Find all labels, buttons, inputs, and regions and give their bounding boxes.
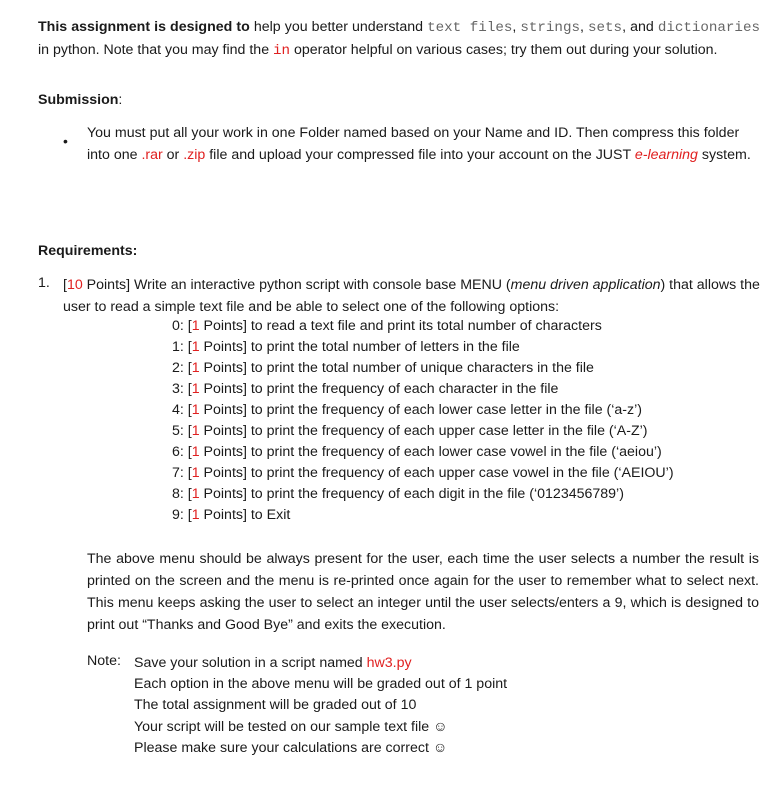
menu-option: 9: [1 Points] to Exit [172, 507, 291, 523]
term-strings: strings [520, 20, 580, 36]
elearning-link-text: e-learning [634, 146, 698, 163]
submission-instructions: You must put all your work in one Folder named based on your Name and ID. Then compress this folder into one .rar or .zip file and upload your compressed file into your account on the JUST e-learning system. [87, 125, 751, 163]
menu-option: 7: [1 Points] to print the frequency of each upper case vowel in the file (‘AEIOU’) [172, 465, 674, 481]
in-keyword: in [273, 42, 291, 59]
term-sets: sets [588, 20, 623, 36]
intro-bold: This assignment is designed to [38, 19, 250, 35]
menu-option: 3: [1 Points] to print the frequency of each character in the file [172, 381, 559, 397]
menu-option: 2: [1 Points] to print the total number of unique characters in the file [172, 360, 594, 376]
note-line: Save your solution in a script named hw3.py [134, 655, 412, 671]
menu-option: 0: [1 Points] to read a text file and print its total number of characters [172, 318, 602, 334]
item-number: 1. [38, 275, 50, 291]
menu-option: 5: [1 Points] to print the frequency of each upper case letter in the file (‘A-Z’) [172, 423, 648, 439]
menu-behavior-paragraph: The above menu should be always present for the user, each time the user selects a number the result is printed on the screen and the menu is re-printed once again for the user to remember what to select next. This menu keeps asking the user to select an integer until the user selects/enters a 9, which is designed to print out “Thanks and Good Bye” and exits the execution. [87, 551, 759, 633]
script-filename: hw3.py [366, 655, 412, 671]
requirement-item-1: [10 Points] Write an interactive python script with console base MENU (menu driven application) that allows the user to read a simple text file and be able to select one of the following options: [63, 277, 760, 315]
note-line: Your script will be tested on our sample text file ☺ [134, 718, 448, 735]
note-line: Please make sure your calculations are correct ☺ [134, 739, 448, 756]
bullet-icon: • [63, 133, 68, 149]
menu-driven-italic: menu driven application [510, 277, 661, 293]
menu-options-list [172, 316, 674, 526]
note-line: Each option in the above menu will be graded out of 1 point [134, 676, 508, 693]
zip-extension: .zip [183, 146, 206, 163]
points-value: 10 [66, 277, 83, 293]
term-dictionaries: dictionaries [657, 20, 760, 36]
note-label: Note: [87, 653, 121, 669]
menu-option: 8: [1 Points] to print the frequency of each digit in the file (‘0123456789’) [172, 486, 624, 502]
rar-extension: .rar [141, 146, 163, 163]
intro-paragraph: This assignment is designed to help you better understand text files, strings, sets, and dictionaries in python. Note that you may find the in operator helpful on various cases; try them out during your solution. [38, 19, 760, 59]
note-lines [134, 653, 507, 759]
menu-option: 4: [1 Points] to print the frequency of each lower case letter in the file (‘a-z’) [172, 402, 642, 418]
menu-option: 6: [1 Points] to print the frequency of each lower case vowel in the file (‘aeiou’) [172, 444, 662, 460]
term-text-files: text files [427, 20, 513, 36]
menu-option: 1: [1 Points] to print the total number of letters in the file [172, 339, 520, 355]
requirements-heading: Requirements: [38, 243, 138, 259]
note-line: The total assignment will be graded out of 10 [134, 697, 417, 714]
submission-heading: Submission: [38, 92, 123, 108]
